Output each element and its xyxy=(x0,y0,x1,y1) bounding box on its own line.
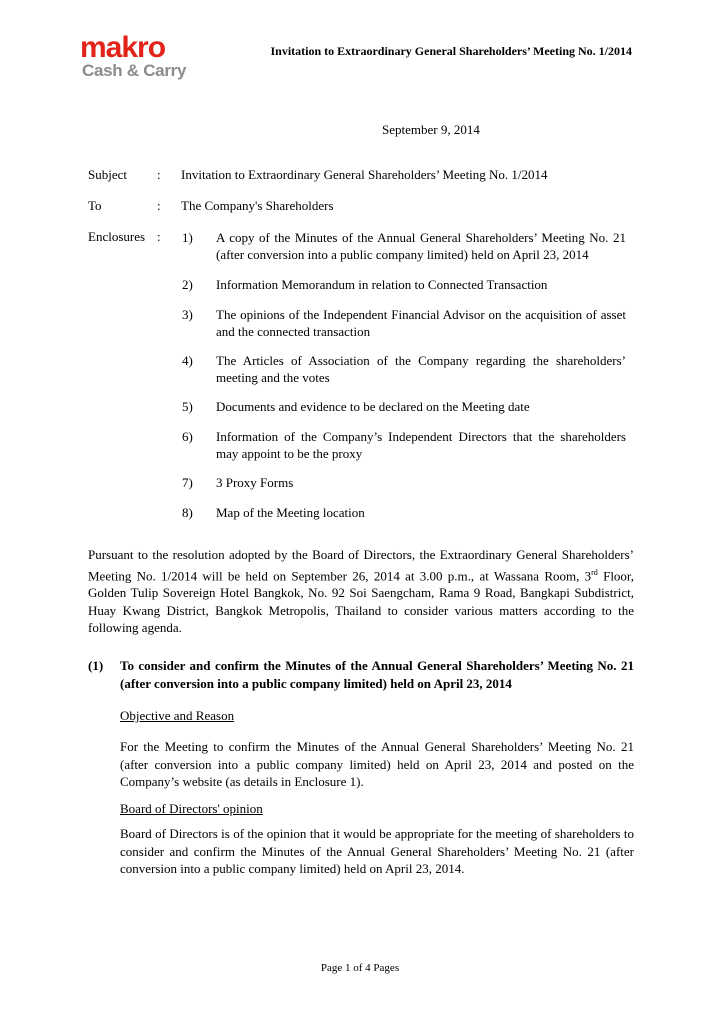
letter-date: September 9, 2014 xyxy=(382,122,480,137)
logo-wordmark: makro xyxy=(80,31,166,64)
enclosure-text: Information Memorandum in relation to Connected Transaction xyxy=(216,277,548,292)
enclosure-number: 3) xyxy=(182,307,193,322)
page-footer: Page 1 of 4 Pages xyxy=(320,962,400,974)
objective-heading: Objective and Reason xyxy=(120,708,235,723)
subject-colon: : xyxy=(157,167,161,182)
enclosure-number: 4) xyxy=(182,353,193,368)
subject-label: Subject xyxy=(88,167,127,182)
enclosure-text: 3 Proxy Forms xyxy=(216,475,294,490)
agenda-title: To consider and confirm the Minutes of the Annual General Shareholders’ Meeting No. 21 (after conversion into a public company limited) held on April 23, 2014 xyxy=(120,658,634,691)
agenda-number: (1) xyxy=(88,658,104,673)
enclosure-number: 6) xyxy=(182,429,193,444)
enclosure-number: 5) xyxy=(182,399,193,414)
makro-logo xyxy=(80,33,198,83)
enclosures-colon: : xyxy=(157,229,161,244)
enclosure-number: 2) xyxy=(182,277,193,292)
intro-superscript: rd xyxy=(591,567,598,577)
enclosure-text: The Articles of Association of the Company regarding the shareholders’ meeting and the votes xyxy=(216,353,626,385)
enclosure-text: The opinions of the Independent Financial Advisor on the acquisition of asset and the connected transaction xyxy=(216,307,626,339)
intro-text-part2: Floor, Golden Tulip Sovereign Hotel Bangkok, No. 92 Soi Saengcham, Rama 9 Road, Bangkapi Subdistrict, Huay Kwang District, Bangkok Metropolis, Thailand to consider various matters according to the following agenda. xyxy=(88,567,634,636)
enclosure-number: 8) xyxy=(182,505,193,520)
to-colon: : xyxy=(157,198,161,213)
enclosure-text: Map of the Meeting location xyxy=(216,505,365,520)
objective-text: For the Meeting to confirm the Minutes of the Annual General Shareholders’ Meeting No. 21 (after conversion into a public company limited) held on April 23, 2014 and posted on the Company’s website (as details in Enclosure 1). xyxy=(120,739,634,789)
intro-text-part1: Pursuant to the resolution adopted by the Board of Directors, the Extraordinary General Shareholders’ Meeting No. 1/2014 will be held on September 26, 2014 at 3.00 p.m., at Wassana Room, 3 xyxy=(88,547,634,583)
opinion-text: Board of Directors is of the opinion that it would be appropriate for the meeting of shareholders to consider and confirm the Minutes of the Annual General Shareholders’ Meeting No. 21 (after conversion into a public company limited) held on April 23, 2014. xyxy=(120,826,634,876)
intro-paragraph xyxy=(88,546,634,637)
enclosure-text: A copy of the Minutes of the Annual General Shareholders’ Meeting No. 21 (after conversion into a public company limited) held on April 23, 2014 xyxy=(216,230,626,262)
enclosure-number: 7) xyxy=(182,475,193,490)
to-label: To xyxy=(88,198,102,213)
enclosure-text: Information of the Company’s Independent Directors that the shareholders may appoint to be the proxy xyxy=(216,429,626,461)
enclosures-label: Enclosures xyxy=(88,229,146,244)
enclosure-number: 1) xyxy=(182,230,193,245)
to-value: The Company's Shareholders xyxy=(181,198,334,213)
opinion-heading: Board of Directors' opinion xyxy=(120,801,263,816)
logo-tagline: Cash & Carry xyxy=(82,61,187,80)
enclosure-text: Documents and evidence to be declared on the Meeting date xyxy=(216,399,530,414)
header-title: Invitation to Extraordinary General Shareholders’ Meeting No. 1/2014 xyxy=(270,44,632,58)
subject-value: Invitation to Extraordinary General Shareholders’ Meeting No. 1/2014 xyxy=(181,167,548,182)
